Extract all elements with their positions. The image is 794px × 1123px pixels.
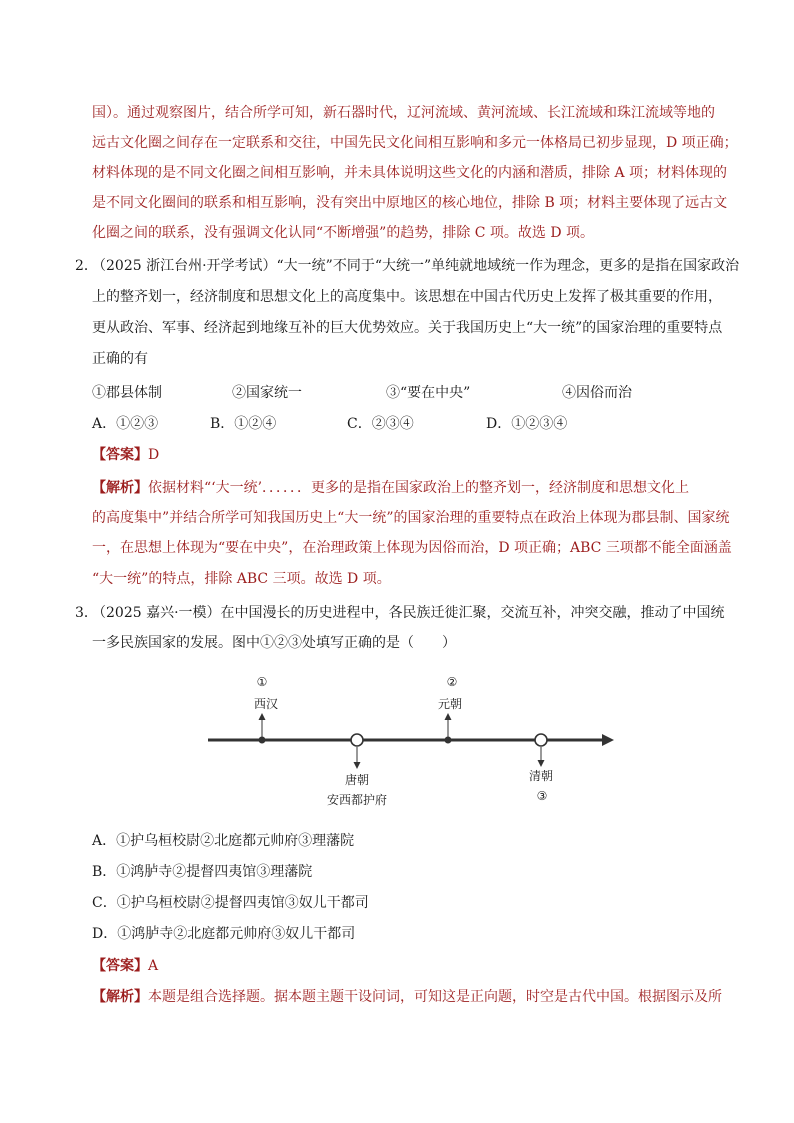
timeline-mark-2: ② [446, 675, 458, 689]
timeline-node [535, 734, 547, 746]
analysis-line: 远古文化圈之间存在一定联系和交往，中国先民文化间相互影响和多元一体格局已初步显现，D 项正确； [92, 135, 738, 151]
option-d: D．①②③④ [486, 416, 568, 432]
question-stem: 上的整齐划一，经济制度和思想文化上的高度集中。该思想在中国古代历史上发挥了极其重要的作用， [92, 289, 722, 305]
question-stem: 更从政治、军事、经济起到地缘互补的巨大优势效应。关于我国历史上“大一统”的国家治理的重要特点 [92, 320, 723, 336]
question-stem: 正确的有 [92, 351, 148, 367]
timeline-label-qing: 清朝 [528, 769, 554, 783]
option-a: A．①护乌桓校尉②北庭都元帅府③理藩院 [92, 833, 355, 849]
question-stem: 一多民族国家的发展。图中①②③处填写正确的是（ ） [92, 635, 456, 651]
analysis-line: 【解析】本题是组合选择题。据本题主题干设问词，可知这是正向题，时空是古代中国。根据图示及所 [92, 989, 722, 1005]
option-b: B．①鸿胪寺②提督四夷馆③理藩院 [92, 864, 313, 880]
option-c: C．①护乌桓校尉②提督四夷馆③奴儿干都司 [92, 895, 369, 911]
option-c: C．②③④ [347, 416, 414, 432]
question-stem: （2025 浙江台州·开学考试）“大一统”不同于“大统一”单纯就地域统一作为理念，更多的是指在国家政治 [92, 258, 740, 274]
option-d: D．①鸿胪寺②北庭都元帅府③奴儿干都司 [92, 926, 356, 942]
choice-item: ①郡县体制 [92, 385, 162, 401]
analysis-line: 【解析】依据材料“‘大一统’．．．．．．更多的是指在国家政治上的整齐划一，经济制度和思想文化上 [92, 480, 690, 496]
analysis-label: 【解析】 [92, 480, 148, 496]
choice-item: ④因俗而治 [562, 385, 632, 401]
answer-label: 【答案】 [92, 447, 148, 463]
answer-label: 【答案】 [92, 958, 148, 974]
option-b: B．①②④ [210, 416, 277, 432]
question-stem: （2025 嘉兴·一模）在中国漫长的历史进程中，各民族迁徙汇聚，交流互补，冲突交融，推动了中国统 [92, 605, 725, 621]
option-a: A．①②③ [92, 416, 159, 432]
timeline-arrowhead [602, 734, 614, 746]
answer-value: D [148, 447, 160, 463]
answer-value: A [148, 958, 159, 974]
analysis-line: 是不同文化圈间的联系和相互影响，没有突出中原地区的核心地位，排除 B 项；材料主要体现了远古文 [92, 195, 728, 211]
choice-item: ③“要在中央” [386, 385, 471, 401]
analysis-line: 材料体现的是不同文化圈之间相互影响，并未具体说明这些文化的内涵和潜质，排除 A 项；材料体现的 [92, 165, 728, 181]
timeline-label-yuan: 元朝 [437, 697, 463, 711]
choice-item: ②国家统一 [232, 385, 302, 401]
question-number: 2． [75, 258, 98, 274]
timeline-dot [259, 737, 266, 744]
analysis-line: 的高度集中”并结合所学可知我国历史上“大一统”的国家治理的重要特点在政治上体现为郡县制、国家统 [92, 510, 730, 526]
timeline-mark-3: ③ [536, 789, 548, 803]
timeline-node [351, 734, 363, 746]
analysis-line: 一，在思想上体现为“要在中央”，在治理政策上体现为因俗而治，D 项正确；ABC 三项都不能全面涵盖 [92, 540, 732, 556]
question-number: 3． [75, 605, 98, 621]
timeline-label-xihan: 西汉 [253, 697, 279, 711]
answer-line [92, 956, 158, 976]
analysis-line: 化圈之间的联系，没有强调文化认同“不断增强”的趋势，排除 C 项。故选 D 项。 [92, 225, 595, 241]
timeline-mark-1: ① [256, 675, 268, 689]
timeline-label-tang: 唐朝 [344, 773, 370, 787]
timeline-dot [445, 737, 452, 744]
timeline-label-anxi: 安西都护府 [326, 793, 388, 807]
analysis-label: 【解析】 [92, 989, 148, 1005]
analysis-line: “大一统”的特点，排除 ABC 三项。故选 D 项。 [92, 571, 391, 587]
analysis-line: 国）。通过观察图片，结合所学可知，新石器时代，辽河流域、黄河流域、长江流域和珠江流域等地的 [92, 105, 715, 121]
